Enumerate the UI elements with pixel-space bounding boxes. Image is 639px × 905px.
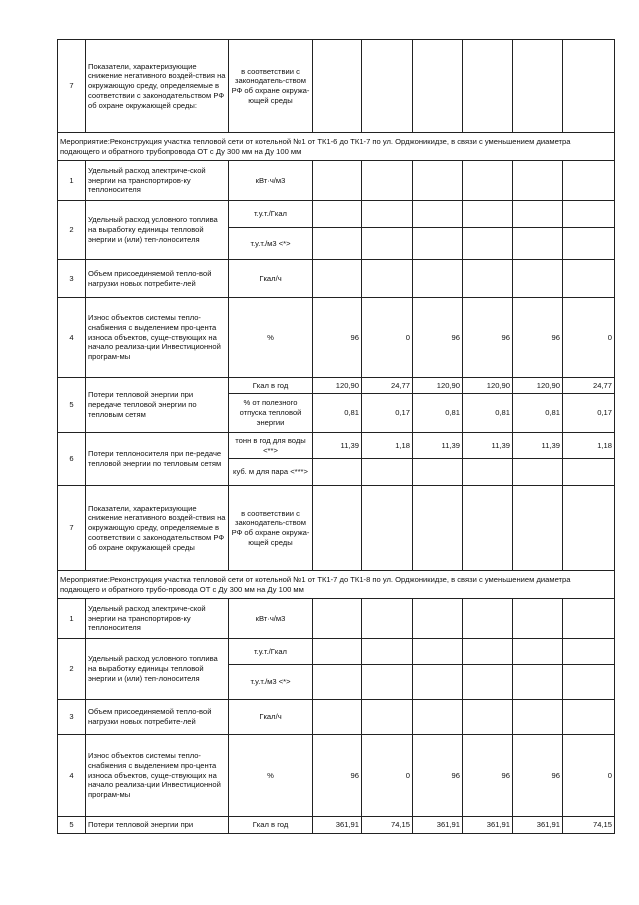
indicator-row [58,486,615,571]
row-number: 1 [58,161,86,201]
indicator-row [58,700,615,735]
value-cell [563,665,615,700]
value-cell [513,40,563,133]
indicator-name: Потери тепловой энергии при передаче тепловой энергии по тепловым сетям [86,378,229,433]
value-cell [513,228,563,260]
value-cell [313,665,362,700]
value-cell [362,700,413,735]
row-number: 4 [58,298,86,378]
row-number: 4 [58,735,86,817]
value-cell [563,599,615,639]
value-cell [362,665,413,700]
value-cell: 0,17 [362,394,413,433]
value-cell [563,486,615,571]
value-cell [362,599,413,639]
indicator-name: Износ объектов системы тепло-снабжения с выделением про-цента износа объектов, суще-ствующих на начало реализа-ции Инвестиционной програм-мы [86,298,229,378]
value-cell [513,201,563,228]
value-cell [563,161,615,201]
value-cell [362,228,413,260]
value-cell [513,260,563,298]
value-cell: 11,39 [413,433,463,459]
unit-cell: кВт·ч/м3 [229,161,313,201]
indicator-row [58,40,615,133]
value-cell [463,700,513,735]
value-cell: 361,91 [313,817,362,834]
measure-header-row [58,571,615,599]
value-cell: 0 [362,735,413,817]
indicator-name: Удельный расход условного топлива на выработку единицы тепловой энергии и (или) теп-лоносителя [86,201,229,260]
value-cell: 1,18 [362,433,413,459]
value-cell [362,459,413,486]
row-number: 7 [58,486,86,571]
indicator-name: Удельный расход условного топлива на выработку единицы тепловой энергии и (или) теп-лоносителя [86,639,229,700]
value-cell [463,599,513,639]
value-cell: 0,81 [313,394,362,433]
value-cell: 120,90 [463,378,513,394]
row-number: 2 [58,201,86,260]
value-cell: 96 [313,735,362,817]
value-cell [513,161,563,201]
value-cell [362,40,413,133]
unit-cell: Гкал в год [229,378,313,394]
unit-cell: т.у.т./м3 <*> [229,228,313,260]
value-cell [313,700,362,735]
value-cell [362,486,413,571]
indicator-row [58,378,615,394]
unit-cell: т.у.т./Гкал [229,639,313,665]
value-cell [413,201,463,228]
indicator-row [58,433,615,459]
indicator-table [57,39,615,834]
indicator-name: Удельный расход электриче-ской энергии на транспортиров-ку теплоносителя [86,599,229,639]
unit-cell: Гкал/ч [229,700,313,735]
indicator-name: Потери тепловой энергии при [86,817,229,834]
value-cell [513,459,563,486]
value-cell [463,639,513,665]
value-cell [313,201,362,228]
value-cell [563,459,615,486]
unit-cell: Гкал/ч [229,260,313,298]
value-cell [513,665,563,700]
value-cell: 11,39 [313,433,362,459]
value-cell [513,700,563,735]
value-cell: 120,90 [413,378,463,394]
value-cell [413,665,463,700]
indicator-name: Потери теплоносителя при пе-редаче тепловой энергии по тепловым сетям [86,433,229,486]
value-cell [313,40,362,133]
unit-cell: куб. м для пара <***> [229,459,313,486]
indicator-row [58,817,615,834]
indicator-name: Объем присоединяемой тепло-вой нагрузки новых потребите-лей [86,260,229,298]
unit-cell: в соответствии с законодатель-ством РФ об охране окружа-ющей среды [229,40,313,133]
value-cell [563,201,615,228]
value-cell [463,201,513,228]
value-cell: 0,81 [413,394,463,433]
indicator-row [58,260,615,298]
indicator-row [58,161,615,201]
value-cell [513,639,563,665]
value-cell [313,486,362,571]
unit-cell: % [229,735,313,817]
value-cell [563,228,615,260]
measure-title: Мероприятие:Реконструкция участка тепловой сети от котельной №1 от ТК1-7 до ТК1-8 по ул. Орджоникидзе, в связи с уменьшением диаметра подающего и обратного трубо-провода ОТ с Ду 300 мм на Ду 100 мм [58,571,615,599]
value-cell [413,161,463,201]
indicator-row [58,298,615,378]
unit-cell: тонн в год для воды <**> [229,433,313,459]
row-number: 3 [58,260,86,298]
value-cell [513,599,563,639]
value-cell [463,40,513,133]
value-cell [313,639,362,665]
value-cell [463,459,513,486]
value-cell [313,161,362,201]
value-cell: 96 [513,298,563,378]
value-cell: 0 [362,298,413,378]
value-cell: 24,77 [563,378,615,394]
value-cell [313,228,362,260]
value-cell [413,260,463,298]
row-number: 3 [58,700,86,735]
indicator-row [58,735,615,817]
value-cell: 0 [563,298,615,378]
value-cell: 120,90 [313,378,362,394]
measure-header-row [58,133,615,161]
value-cell: 96 [463,298,513,378]
unit-cell: кВт·ч/м3 [229,599,313,639]
value-cell [413,599,463,639]
value-cell [563,260,615,298]
row-number: 6 [58,433,86,486]
indicator-row [58,599,615,639]
value-cell [413,486,463,571]
row-number: 2 [58,639,86,700]
indicator-name: Удельный расход электриче-ской энергии на транспортиров-ку теплоносителя [86,161,229,201]
value-cell [413,40,463,133]
row-number: 7 [58,40,86,133]
value-cell: 1,18 [563,433,615,459]
value-cell: 74,15 [362,817,413,834]
value-cell: 11,39 [513,433,563,459]
value-cell [413,700,463,735]
value-cell [413,639,463,665]
value-cell [463,228,513,260]
row-number: 5 [58,817,86,834]
value-cell [362,260,413,298]
value-cell: 0,17 [563,394,615,433]
unit-cell: % от полезного отпуска тепловой энергии [229,394,313,433]
value-cell [463,161,513,201]
value-cell: 24,77 [362,378,413,394]
value-cell: 96 [413,298,463,378]
unit-cell: в соответствии с законодатель-ством РФ об охране окружа-ющей среды [229,486,313,571]
value-cell: 0,81 [463,394,513,433]
row-number: 5 [58,378,86,433]
value-cell: 96 [313,298,362,378]
value-cell: 120,90 [513,378,563,394]
unit-cell: т.у.т./м3 <*> [229,665,313,700]
value-cell: 0 [563,735,615,817]
value-cell [313,260,362,298]
row-number: 1 [58,599,86,639]
value-cell [362,161,413,201]
value-cell: 0,81 [513,394,563,433]
value-cell [563,40,615,133]
indicator-name: Объем присоединяемой тепло-вой нагрузки новых потребите-лей [86,700,229,735]
value-cell [463,260,513,298]
value-cell [362,639,413,665]
indicator-name: Показатели, характеризующие снижение негативного воздей-ствия на окружающую среду, определяемые в соответствии с законодательством РФ об охране окружающей среды [86,486,229,571]
indicator-row [58,639,615,665]
indicator-name: Показатели, характеризующие снижение негативного воздей-ствия на окружающую среду, определяемые в соответствии с законодательством РФ об охране окружающей среды: [86,40,229,133]
value-cell [413,228,463,260]
value-cell: 96 [513,735,563,817]
value-cell: 361,91 [413,817,463,834]
value-cell: 11,39 [463,433,513,459]
indicator-row [58,201,615,228]
value-cell [563,700,615,735]
unit-cell: % [229,298,313,378]
value-cell [362,201,413,228]
value-cell [513,486,563,571]
value-cell: 96 [463,735,513,817]
measure-title: Мероприятие:Реконструкция участка тепловой сети от котельной №1 от ТК1-6 до ТК1-7 по ул. Орджоникидзе, в связи с уменьшением диаметра подающего и обратного трубопровода ОТ с Ду 300 мм на Ду 100 мм [58,133,615,161]
value-cell [313,459,362,486]
unit-cell: Гкал в год [229,817,313,834]
value-cell: 361,91 [463,817,513,834]
value-cell: 96 [413,735,463,817]
value-cell [313,599,362,639]
value-cell: 361,91 [513,817,563,834]
indicator-name: Износ объектов системы тепло-снабжения с выделением про-цента износа объектов, суще-ствующих на начало реализа-ции Инвестиционной програм-мы [86,735,229,817]
unit-cell: т.у.т./Гкал [229,201,313,228]
value-cell [463,665,513,700]
value-cell: 74,15 [563,817,615,834]
value-cell [563,639,615,665]
value-cell [463,486,513,571]
value-cell [413,459,463,486]
